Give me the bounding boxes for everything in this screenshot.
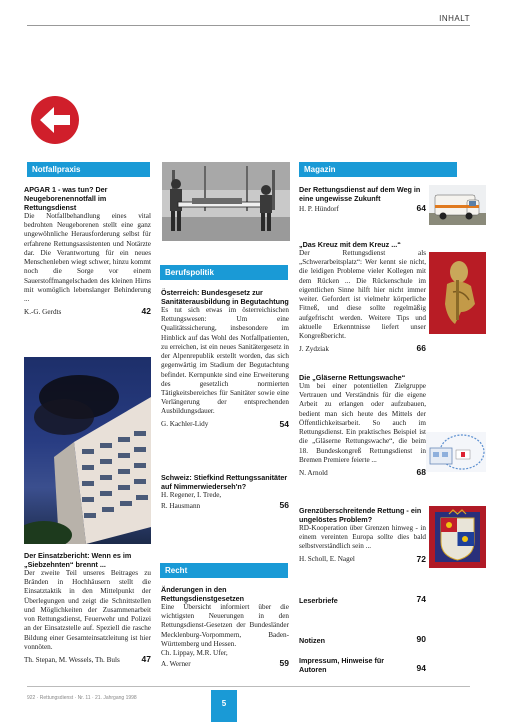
header-rule [27, 25, 470, 26]
article-page: 59 [279, 658, 289, 669]
article-author: K.-G. Gerdts [24, 307, 62, 316]
article-author: H. Regener, I. Trede, [161, 491, 222, 499]
article-title: Impressum, Hinweise für Autoren [299, 656, 385, 674]
article-author: H. P. Hündorf [299, 204, 339, 213]
article-author: J. Zydziak [299, 344, 329, 353]
article-author: R. Hausmann [161, 501, 201, 510]
spine-figure-photo [429, 252, 486, 334]
article-author: A. Werner [161, 659, 191, 668]
article-aenderungen[interactable] [161, 585, 289, 669]
article-title: „Das Kreuz mit dem Kreuz ...“ [299, 240, 401, 249]
article-body: Um bei einer potentiellen Zielgruppe Vertrauen und Verständnis für die eigene Arbeit zu erlangen oder aufzubauen, bedient man sich heute des Mittels der Öffentlichkeitsarbeit. So auch im Rettungsdienst. Ein praktisches Beispiel ist die „Gläserne Rettungswache“, die beim 18. Bundeskongreß Rettungsdienst in Bremen Premiere feierte ... [299, 382, 426, 464]
article-title: Änderungen in den Rettungsdienstgesetzen [161, 585, 245, 603]
article-page: 90 [416, 634, 426, 644]
article-body: Der Rettungsdienst als „Schwerarbeitsplatz“: Wer kennt sie nicht, die leidigen Probleme vieler Kollegen mit dem Rücken ... Die Rückenschule im eigentlichen Sinne hilft hier nicht immer weiter. Gefordert ist vielmehr körperliche Fitneß, und diese sollte regelmäßig aufgefrischt werden. Weitere Tips und aktuelle Erkenntnisse liefert unser Kongreßbericht. [299, 249, 426, 340]
article-page: 47 [141, 653, 151, 664]
article-title: Leserbriefe [299, 595, 338, 605]
article-title: Der Einsatzbericht: Wenn es im „Siebzehnten“ brennt ... [24, 551, 132, 569]
article-page: 42 [141, 306, 151, 317]
article-page: 64 [416, 203, 426, 213]
article-author: G. Kachler-Lidy [161, 420, 209, 429]
article-title: Notizen [299, 635, 325, 645]
article-body: RD-Kooperation über Grenzen hinweg - in einem vereinten Europa sollte dies bald selbstverständlich sein ... [299, 524, 426, 551]
section-recht: Recht [160, 563, 288, 578]
ambulance-photo [429, 185, 486, 225]
footer-issue-info: 922 · Rettungsdienst · Nr. 11 · 21. Jahrgang 1998 [27, 695, 137, 701]
article-body: Eine Übersicht informiert über die wichtigsten Neuerungen in den Rettungsdienst-Gesetzen der Bundesländer Mecklenburg-Vorpommern, Baden-Württemberg und Hessen. [161, 603, 289, 648]
article-page: 72 [416, 553, 426, 564]
article-leserbriefe[interactable] [299, 594, 426, 605]
section-magazin: Magazin [299, 162, 457, 177]
article-weg[interactable] [299, 185, 426, 214]
article-apgar[interactable] [24, 185, 151, 317]
page-number: 5 [211, 690, 237, 722]
article-title: Österreich: Bundesgesetz zur Sanitäterausbildung in Begutachtung [161, 288, 289, 306]
section-berufspolitik: Berufspolitik [160, 265, 288, 280]
article-page: 66 [416, 343, 426, 354]
article-title: Grenzüberschreitende Rettung - ein ungelöstes Problem? [299, 506, 422, 524]
article-notizen[interactable] [299, 634, 426, 645]
section-notfallpraxis: Notfallpraxis [27, 162, 150, 177]
article-body: Die Notfallbehandlung eines vital bedrohten Neugeborenen stellt eine ganz ungewöhnliche Herausforderung selbst für erfahrene Rettungsassistenten und Notärzte dar. Die Verantwortung für ein neues Menschenleben wiegt schwer, hinzu kommt noch die Sorge vor einem Sauerstoffmangelschaden des kleinen Hirns mit womöglich lebenslanger Behinderung ... [24, 212, 151, 303]
article-page: 74 [416, 594, 426, 604]
article-author: Ch. Lippay, M.R. Ufer, [161, 649, 228, 658]
section-header-label: INHALT [439, 14, 470, 23]
burning-building-photo [24, 357, 151, 544]
article-title: Schweiz: Stiefkind Rettungssanitäter auf Nimmerwiederseh'n? [161, 473, 288, 491]
article-glaeserne[interactable] [299, 373, 426, 478]
article-author: N. Arnold [299, 468, 328, 477]
article-page: 68 [416, 466, 426, 477]
stretcher-rescue-photo [162, 162, 290, 241]
coat-of-arms-photo [429, 506, 486, 568]
article-author: H. Scholl, E. Nagel [299, 555, 355, 564]
glass-station-logo [426, 432, 486, 472]
article-einsatzbericht[interactable] [24, 551, 151, 665]
article-grenz[interactable] [299, 506, 426, 565]
article-impressum[interactable] [299, 656, 426, 674]
back-arrow-icon[interactable] [30, 95, 80, 145]
article-title: Der Rettungsdienst auf dem Weg in eine ungewisse Zukunft [299, 185, 421, 203]
article-title: APGAR 1 - was tun? Der Neugeborenennotfall im Rettungsdienst [24, 185, 108, 212]
article-schweiz[interactable] [161, 473, 289, 511]
footer-rule [27, 686, 470, 687]
article-title: Die „Gläserne Rettungswache“ [299, 373, 406, 382]
article-body: Der zweite Teil unseres Beitrages zu Bränden in Hochhäusern stellt die Einsatztaktik in den Mittelpunkt der Überlegungen und zeigt die Schnittstellen und Möglichkeiten der Zusammenarbeit von Rettungsdienst, Feuerwehr und Polizei an der Einsatzstelle auf. Speziell die rasche Bildung einer Gesamteinsatzleitung ist hier vonnöten. [24, 569, 151, 651]
article-body: Es tut sich etwas im österreichischen Rettungswesen: Um eine Qualitätssicherung, insbesondere im Hinblick auf das Wohl des Notfallpatienten, zu erreichen, ist ein neues Sanitätergesetz in der Alpenrepublik erstellt worden, das sich gegenwärtig im Stadium der Begutachtung befindet. Kernpunkte sind eine Erweiterung des gesetzlich normierten Tätigkeitsbereiches für Sanitäter sowie eine Verlängerung der entsprechenden Ausbildungsdauer. [161, 306, 289, 416]
article-kreuz[interactable] [299, 240, 426, 354]
article-page: 56 [279, 500, 289, 511]
article-oesterreich[interactable] [161, 288, 289, 430]
article-page: 54 [279, 418, 289, 429]
article-page: 94 [416, 663, 426, 674]
article-author: Th. Stepan, M. Wessels, Th. Buls [24, 655, 120, 664]
